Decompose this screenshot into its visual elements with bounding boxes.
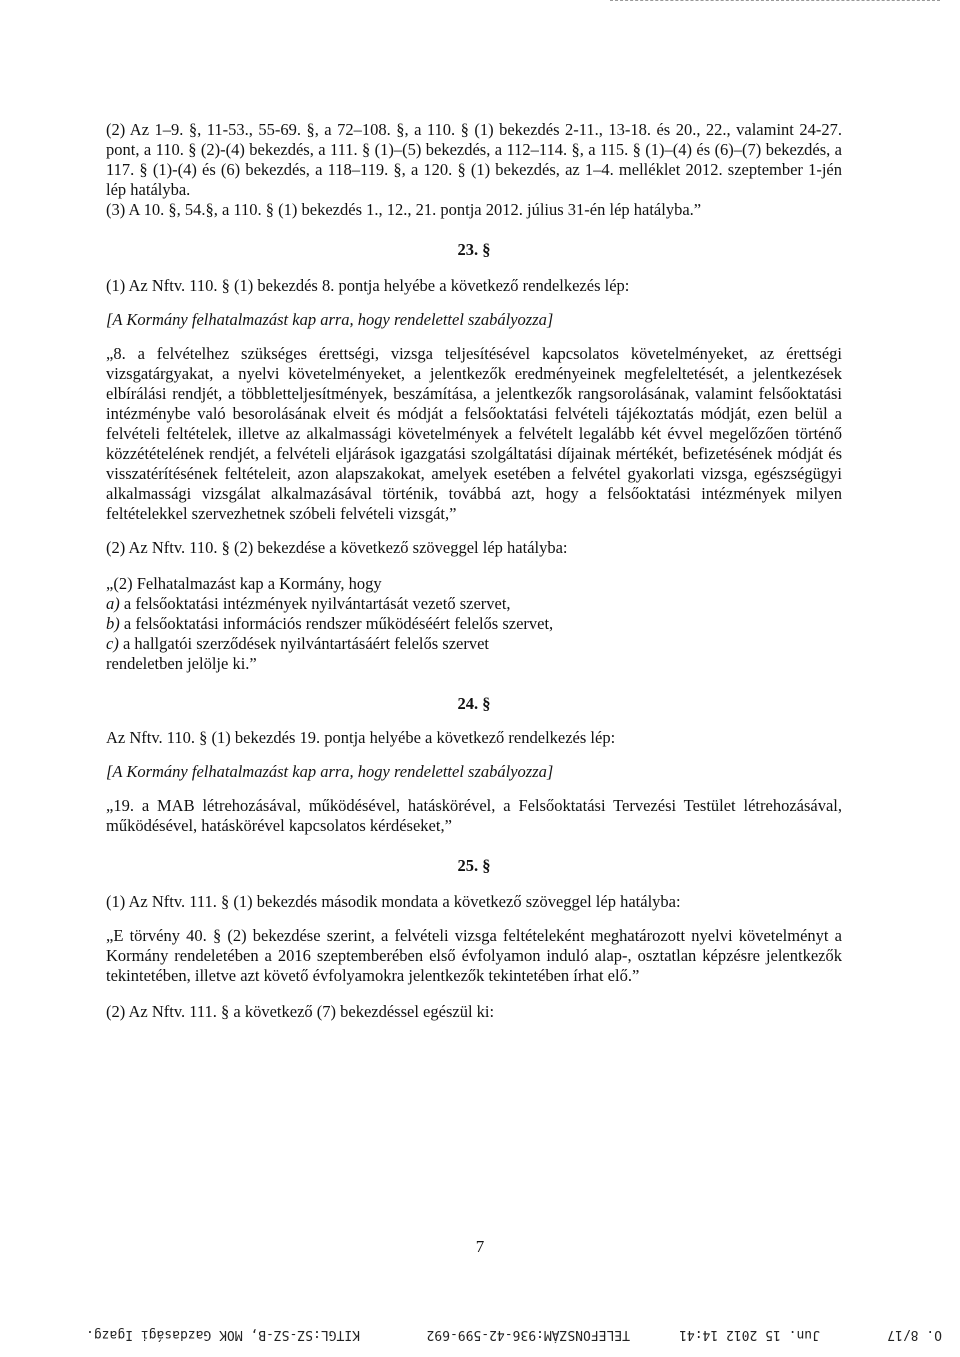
paragraph-24-intro: Az Nftv. 110. § (1) bekezdés 19. pontja helyébe a következő rendelkezés lép: (106, 728, 616, 747)
list-text-b: a felsőoktatási információs rendszer működéséért felelős szervet, (119, 614, 554, 633)
paragraph-effective-3: (3) A 10. §, 54.§, a 110. § (1) bekezdés 1., 12., 21. pontja 2012. július 31-én lép hatályba.” (106, 200, 702, 219)
paragraph-effective-2: (2) Az 1–9. §, 11-53., 55-69. §, a 72–108. §, a 110. § (1) bekezdés 2-11., 13-18. és 20., 22., valamint 24-27. pont, a 110. § (2)-(4) bekezdés, a 111. § (1)–(5) bekezdés, a 112–114. §, a 115. § (1)–(4) és (6)–(7) bekezdés, a 117. § (1)-(4) és (6) bekezdés, a 118–119. §, a 120. § (1) bekezdés, az 1–4. melléklet 2012. szeptember 1-jén lép hatályba. (106, 120, 842, 199)
paragraph-23-closing: rendeletben jelölje ki.” (106, 654, 257, 673)
paragraph-23-2: (2) Az Nftv. 110. § (2) bekezdése a következő szöveggel lép hatályba: (106, 538, 568, 557)
list-item-a (106, 594, 842, 614)
list-text-c: a hallgatói szerződések nyilvántartásáért felelős szervet (118, 634, 489, 653)
section-heading-24: 24. § (457, 694, 491, 713)
section-heading-25: 25. § (457, 856, 491, 875)
list-letter-a: a) (106, 594, 120, 613)
page-number: 7 (475, 1237, 485, 1256)
paragraph-23-bracket: [A Kormány felhatalmazást kap arra, hogy rendelettel szabályozza] (106, 310, 554, 329)
fax-page: O. 8/17 (887, 1327, 942, 1342)
list-text-a: a felsőoktatási intézmények nyilvántartását vezető szervet, (119, 594, 511, 613)
fax-header-upside-down (0, 1322, 960, 1342)
scan-edge-line (610, 0, 940, 2)
section-heading-23: 23. § (457, 240, 491, 259)
paragraph-25-2: (2) Az Nftv. 111. § a következő (7) bekezdéssel egészül ki: (106, 1002, 495, 1021)
paragraph-25-quote: „E törvény 40. § (2) bekezdése szerint, a felvételi vizsga feltételeként meghatározott nyelvi követelményt a Kormány rendeletében a 2016 szeptemberében első évfolyamon induló alap-, osztatlan képzésre jelentkezők tekintetében, illetve azt követő évfolyamokra jelentkezők tekintetében írhat elő.” (106, 926, 842, 985)
list-item-c (106, 634, 842, 654)
paragraph-23-quote-2: „(2) Felhatalmazást kap a Kormány, hogy (106, 574, 382, 593)
list-letter-b: b) (106, 614, 120, 633)
fax-date: Jun. 15 2012 14:41 (679, 1327, 820, 1342)
paragraph-24-point-19: „19. a MAB létrehozásával, működésével, hatáskörével, a Felsőoktatási Tervezési Testület létrehozásával, működésével, hatáskörével kapcsolatos kérdéseket,” (106, 796, 842, 835)
paragraph-25-1: (1) Az Nftv. 111. § (1) bekezdés második mondata a következő szöveggel lép hatályba: (106, 892, 681, 911)
fax-sender: KITGL:SZ-SZ-B, MOK Gazdasági Igazg. (86, 1327, 360, 1342)
list-item-b (106, 614, 842, 634)
list-letter-c: c) (106, 634, 119, 653)
fax-phone: TELEFONSZÁM:936-42-599-692 (426, 1327, 630, 1342)
paragraph-24-bracket: [A Kormány felhatalmazást kap arra, hogy rendelettel szabályozza] (106, 762, 554, 781)
document-page (106, 120, 842, 1022)
paragraph-23-1: (1) Az Nftv. 110. § (1) bekezdés 8. pontja helyébe a következő rendelkezés lép: (106, 276, 630, 295)
paragraph-23-point-8: „8. a felvételhez szükséges érettségi, vizsga teljesítésével kapcsolatos követelményeket, az érettségi vizsgatárgyakat, a nyelvi követelményeket, a jelentkezők eredményeinek megfeleltetését, a jelentkezések elbírálási rendjét, a többletteljesítmények, beszámítása, a jelentkezők rangsorolásának, valamint felsőoktatási intézménybe való besorolásának elveit és módját a felsőoktatási felvételi tájékoztatás módját, ezen belül a felvételi feltételek, illetve az alkalmassági követelmények a felvételt legalább két évvel megelőzően történő közzétételének rendjét, a felvételi eljárások igazgatási szolgáltatási díjainak mértékét, befizetésének módját és visszatérítésének feltételeit, azon alapszakokat, amelyek esetében a felvétel gyakorlati vizsga, egészségügyi alkalmassági vizsgálat alkalmazásával történik, továbbá azt, hogy a felsőoktatási intézmények milyen feltételekkel szervezhetnek szóbeli felvételi vizsgát,” (106, 344, 842, 523)
